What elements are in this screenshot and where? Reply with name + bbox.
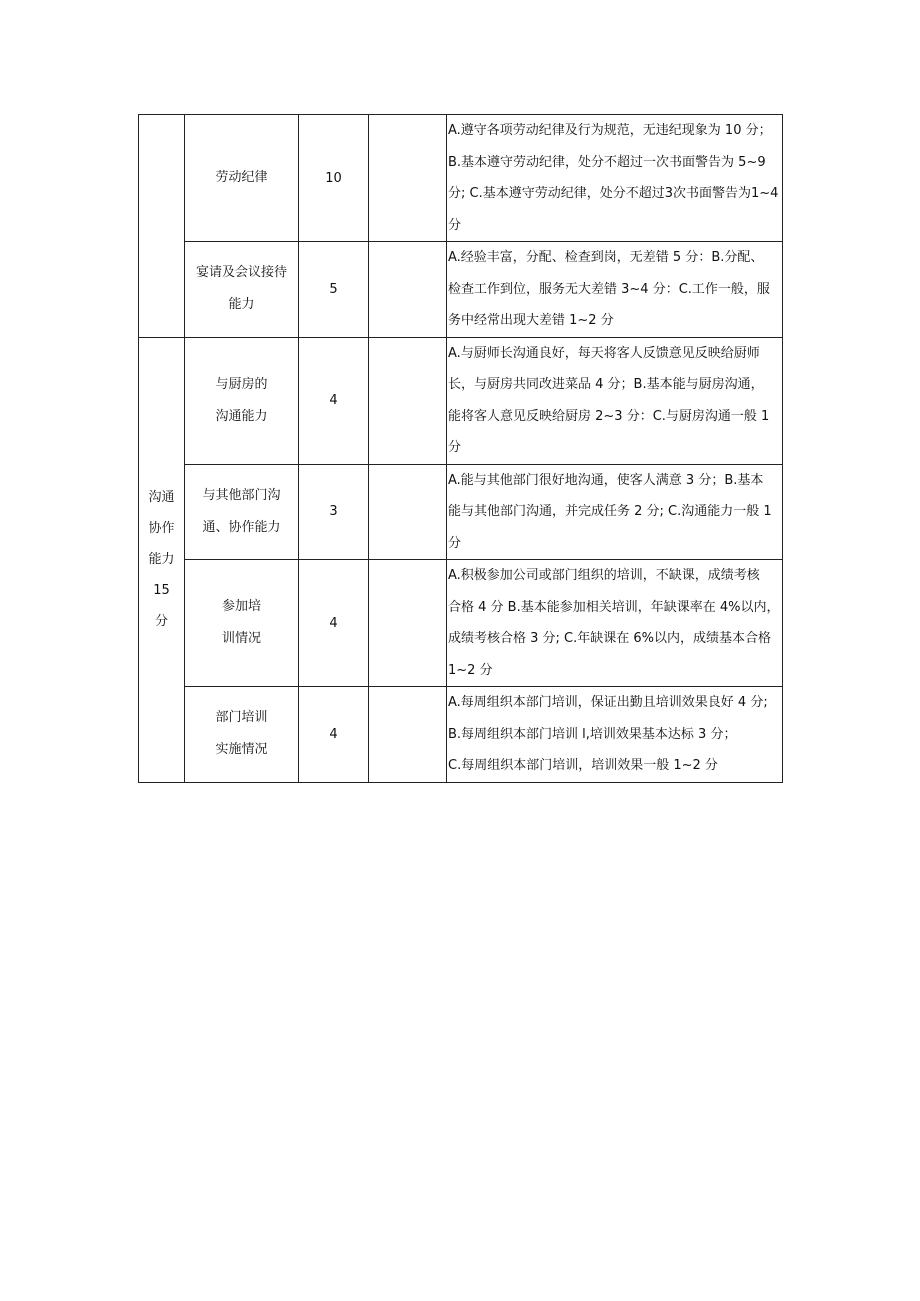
evaluation-table — [138, 114, 783, 783]
blank-score-cell — [369, 464, 447, 560]
item-name-cell: 部门培训 实施情况 — [185, 687, 299, 783]
criteria-cell: A.与厨师长沟通良好，每天将客人反馈意见反映给厨师 长，与厨房共同改进菜品 4 分；B.基本能与厨房沟通， 能将客人意见反映给厨房 2~3 分：C.与厨房沟通一般 1 分 — [447, 337, 783, 464]
criteria-cell: A.经验丰富，分配、检查到岗，无差错 5 分：B.分配、 检查工作到位，服务无大差错 3~4 分：C.工作一般，服 务中经常出现大差错 1~2 分 — [447, 242, 783, 338]
blank-score-cell — [369, 560, 447, 687]
category-cell-continued — [139, 115, 185, 338]
max-score-cell: 3 — [299, 464, 369, 560]
max-score-cell: 5 — [299, 242, 369, 338]
criteria-cell: A.积极参加公司或部门组织的培训，不缺课，成绩考核 合格 4 分 B.基本能参加相关培训，年缺课率在 4%以内， 成绩考核合格 3 分; C.年缺课在 6%以内，成绩基本合格 1~2 分 — [447, 560, 783, 687]
blank-score-cell — [369, 337, 447, 464]
criteria-cell: A.每周组织本部门培训，保证出勤且培训效果良好 4 分; B.每周组织本部门培训 l,培训效果基本达标 3 分； C.每周组织本部门培训，培训效果一般 1~2 分 — [447, 687, 783, 783]
table-row — [139, 337, 783, 464]
criteria-cell: A.遵守各项劳动纪律及行为规范，无违纪现象为 10 分； B.基本遵守劳动纪律，处分不超过一次书面警告为 5~9 分; C.基本遵守劳动纪律，处分不超过3次书面警告为1~4 分 — [447, 115, 783, 242]
category-cell-communication: 沟通 协作 能力 15 分 — [139, 337, 185, 782]
table-row — [139, 560, 783, 687]
criteria-cell: A.能与其他部门很好地沟通，使客人满意 3 分；B.基本 能与其他部门沟通，并完成任务 2 分; C.沟通能力一般 1 分 — [447, 464, 783, 560]
max-score-cell: 4 — [299, 560, 369, 687]
table-row — [139, 115, 783, 242]
blank-score-cell — [369, 242, 447, 338]
max-score-cell: 10 — [299, 115, 369, 242]
item-name-cell: 劳动纪律 — [185, 115, 299, 242]
table-row — [139, 687, 783, 783]
table-row — [139, 464, 783, 560]
item-name-cell: 与其他部门沟 通、协作能力 — [185, 464, 299, 560]
max-score-cell: 4 — [299, 687, 369, 783]
item-name-cell: 参加培 训情况 — [185, 560, 299, 687]
max-score-cell: 4 — [299, 337, 369, 464]
blank-score-cell — [369, 687, 447, 783]
blank-score-cell — [369, 115, 447, 242]
table-row — [139, 242, 783, 338]
item-name-cell: 宴请及会议接待 能力 — [185, 242, 299, 338]
item-name-cell: 与厨房的 沟通能力 — [185, 337, 299, 464]
